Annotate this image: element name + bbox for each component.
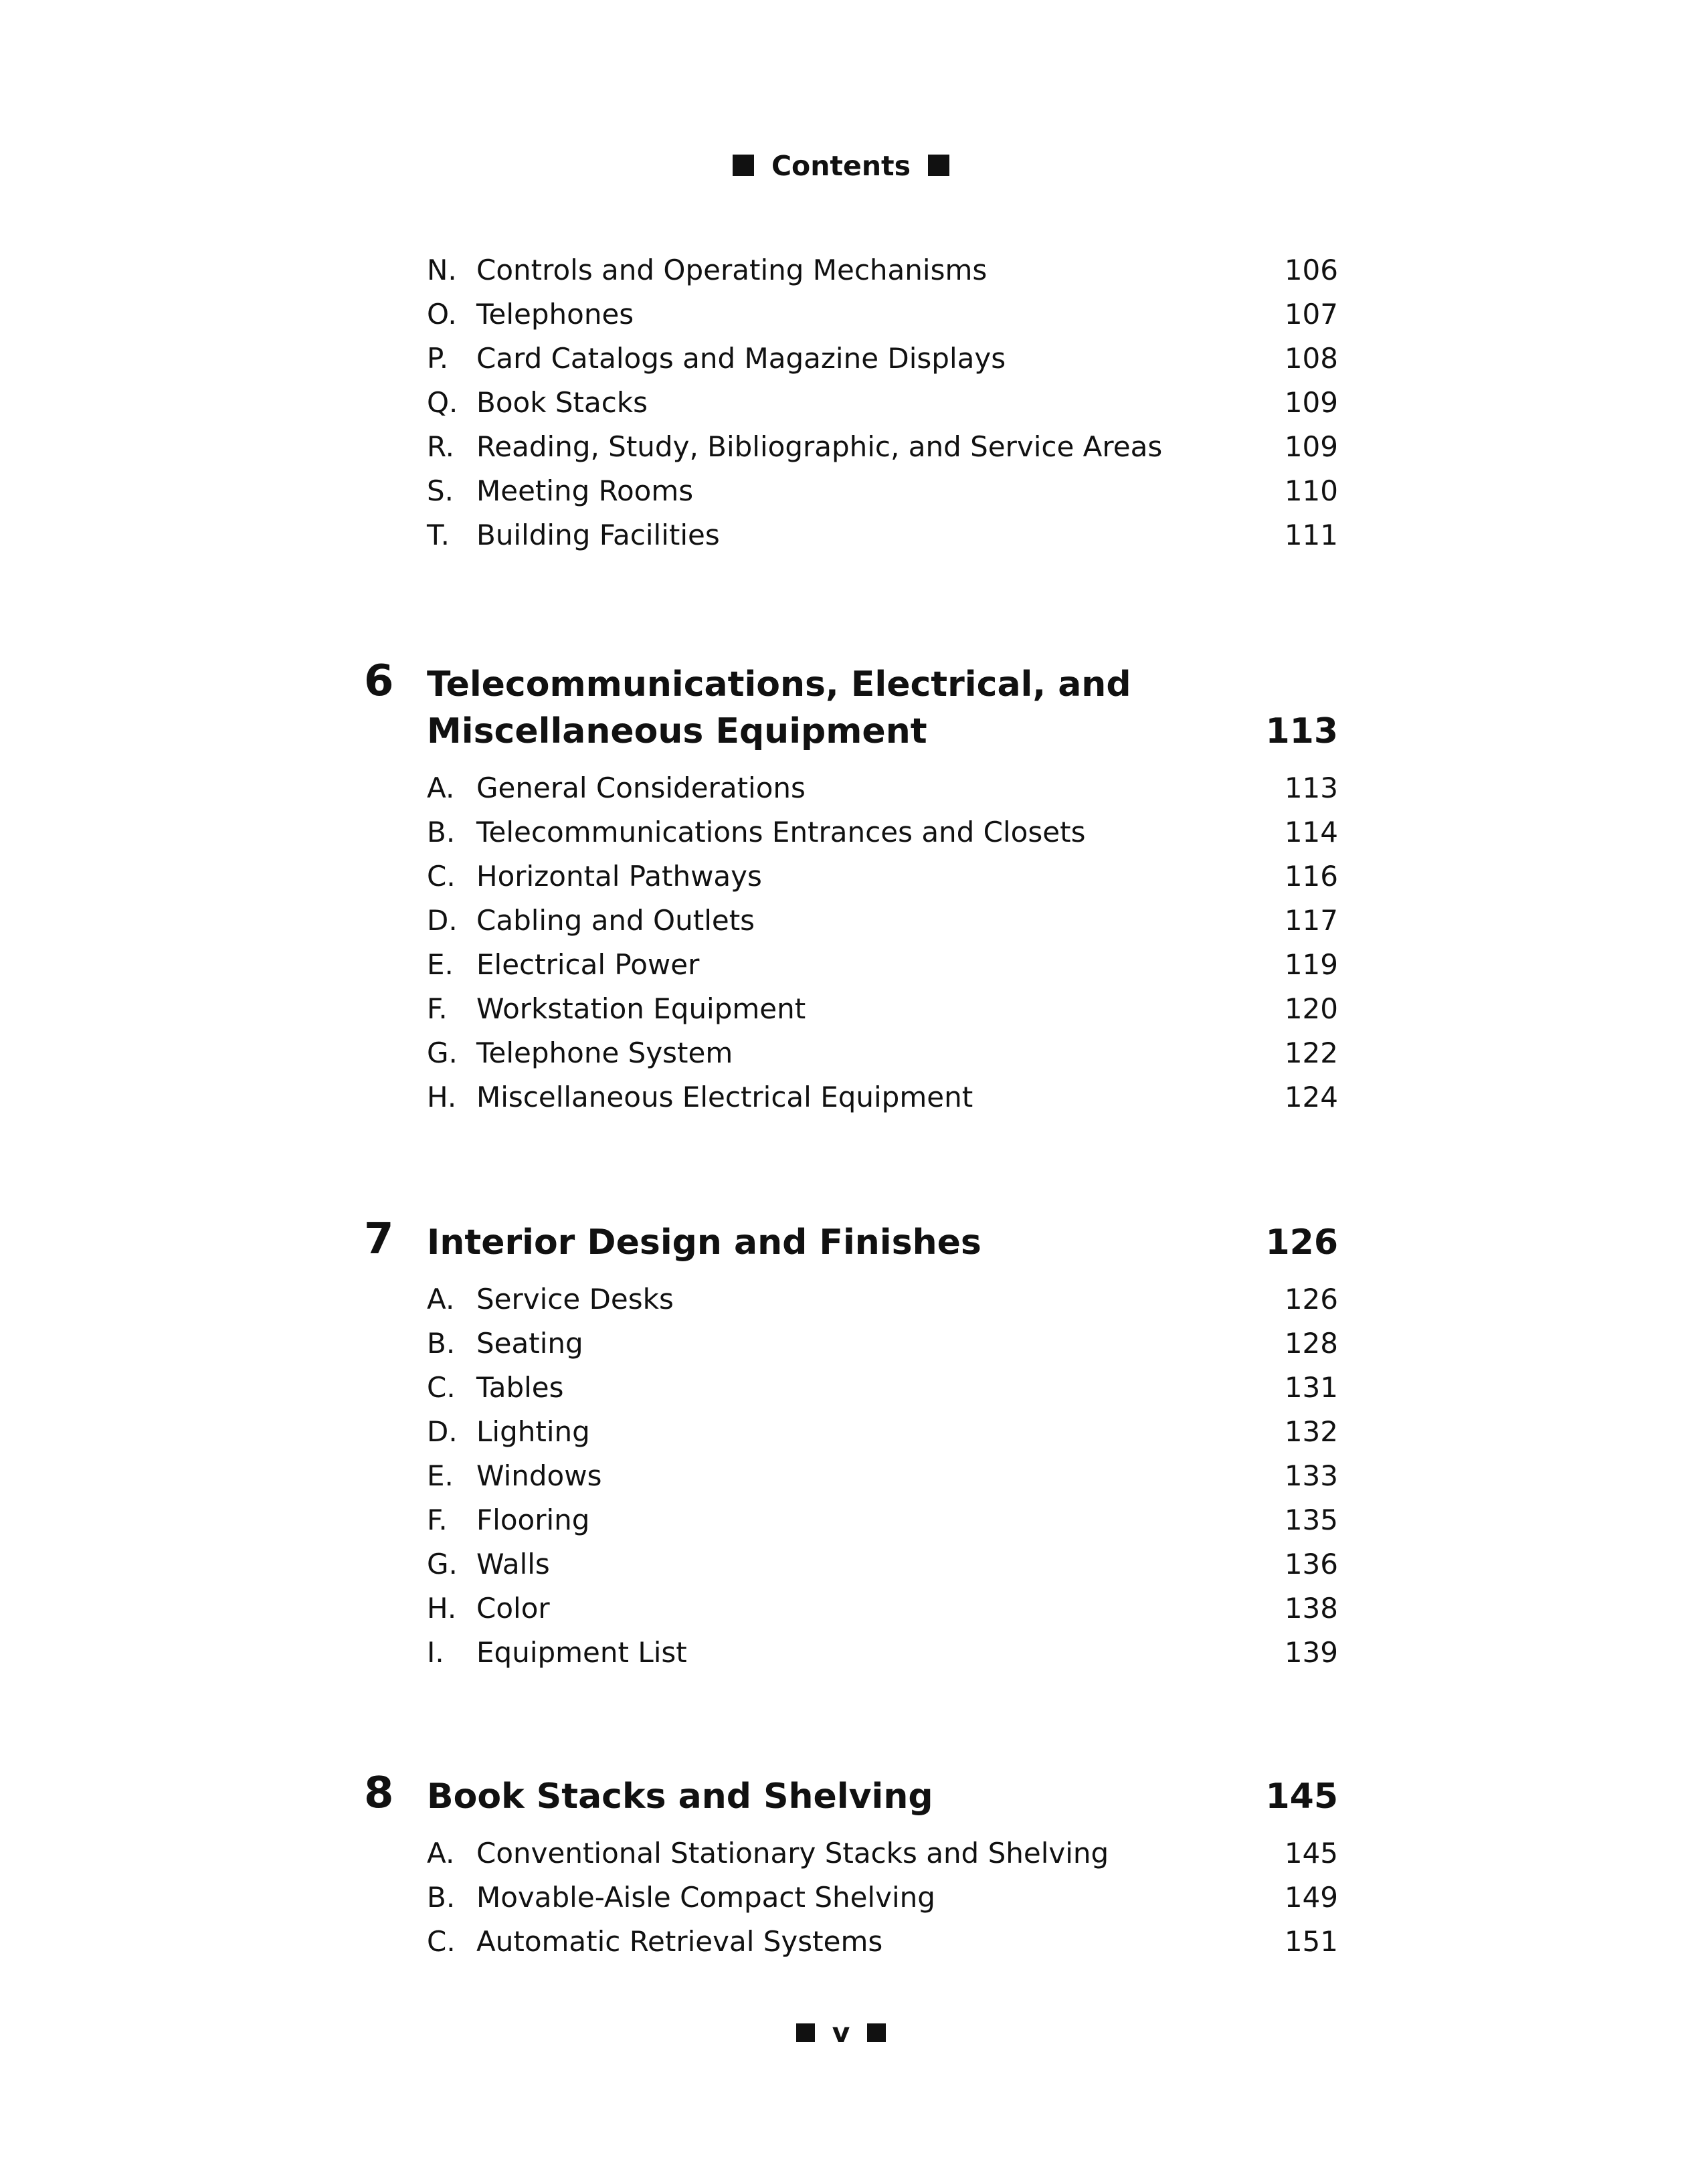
entry-page: 117 (1284, 904, 1338, 937)
chapter-title: Interior Design and Finishes (427, 1222, 982, 1263)
entry-page: 108 (1284, 342, 1338, 375)
chapter-title: Book Stacks and Shelving (427, 1777, 933, 1817)
toc-entry (0, 945, 1682, 985)
toc-entry (0, 768, 1682, 808)
page-folio (0, 2015, 1682, 2050)
entry-page: 109 (1284, 430, 1338, 463)
square-bullet-icon (867, 2023, 886, 2042)
entry-page: 133 (1284, 1459, 1338, 1492)
entry-letter: D. (427, 904, 458, 937)
entry-page: 107 (1284, 298, 1338, 331)
chapter-page: 126 (1265, 1222, 1338, 1263)
toc-entry (0, 471, 1682, 511)
entry-page: 145 (1284, 1837, 1338, 1870)
entry-title: Automatic Retrieval Systems (476, 1925, 883, 1958)
toc-entry (0, 1500, 1682, 1540)
entry-letter: B. (427, 1327, 456, 1360)
entry-letter: G. (427, 1036, 458, 1069)
entry-title: Telecommunications Entrances and Closets (476, 816, 1086, 848)
entry-letter: P. (427, 342, 449, 375)
entry-title: Horizontal Pathways (476, 860, 762, 893)
entry-title: Meeting Rooms (476, 474, 694, 507)
toc-entry (0, 515, 1682, 555)
entry-page: 106 (1284, 254, 1338, 286)
chapter-number: 8 (364, 1768, 394, 1818)
chapter-page: 145 (1265, 1777, 1338, 1817)
entry-letter: C. (427, 1371, 456, 1404)
toc-entry (0, 1033, 1682, 1073)
toc-entry (0, 989, 1682, 1029)
toc-entry (0, 250, 1682, 290)
entry-letter: A. (427, 1837, 455, 1870)
entry-title: Equipment List (476, 1636, 687, 1669)
entry-page: 111 (1284, 519, 1338, 551)
page-number: v (832, 2017, 850, 2049)
toc-entry (0, 1878, 1682, 1918)
entry-letter: H. (427, 1592, 457, 1625)
entry-page: 136 (1284, 1548, 1338, 1580)
entry-title: Seating (476, 1327, 583, 1360)
entry-letter: O. (427, 298, 457, 331)
entry-letter: H. (427, 1081, 457, 1113)
entry-letter: A. (427, 1283, 455, 1315)
entry-page: 126 (1284, 1283, 1338, 1315)
entry-title: Controls and Operating Mechanisms (476, 254, 988, 286)
entry-title: Walls (476, 1548, 550, 1580)
toc-entry (0, 294, 1682, 335)
chapter-page: 113 (1265, 711, 1338, 751)
toc-entry (0, 1922, 1682, 1962)
square-bullet-icon (928, 155, 949, 176)
entry-letter: Q. (427, 386, 458, 419)
toc-entry (0, 1077, 1682, 1117)
entry-letter: F. (427, 1504, 448, 1536)
entry-letter: R. (427, 430, 455, 463)
entry-page: 139 (1284, 1636, 1338, 1669)
entry-page: 128 (1284, 1327, 1338, 1360)
entry-letter: C. (427, 1925, 456, 1958)
entry-letter: B. (427, 1881, 456, 1914)
square-bullet-icon (796, 2023, 815, 2042)
entry-page: 109 (1284, 386, 1338, 419)
running-header-label: Contents (771, 150, 911, 182)
entry-letter: N. (427, 254, 457, 286)
entry-page: 114 (1284, 816, 1338, 848)
entry-letter: E. (427, 1459, 454, 1492)
entry-title: Service Desks (476, 1283, 674, 1315)
entry-page: 131 (1284, 1371, 1338, 1404)
entry-page: 124 (1284, 1081, 1338, 1113)
toc-entry (0, 901, 1682, 941)
toc-entry (0, 1588, 1682, 1629)
chapter-number: 6 (364, 656, 394, 706)
toc-entry (0, 1324, 1682, 1364)
entry-title: Card Catalogs and Magazine Displays (476, 342, 1006, 375)
toc-entry (0, 1456, 1682, 1496)
entry-page: 132 (1284, 1415, 1338, 1448)
entry-title: General Considerations (476, 771, 806, 804)
entry-title: Reading, Study, Bibliographic, and Service Areas (476, 430, 1163, 463)
entry-title: Tables (476, 1371, 564, 1404)
entry-letter: F. (427, 992, 448, 1025)
entry-title: Telephone System (476, 1036, 733, 1069)
entry-title: Cabling and Outlets (476, 904, 755, 937)
entry-letter: E. (427, 948, 454, 981)
chapter-title-line1: Telecommunications, Electrical, and (427, 664, 1131, 705)
entry-page: 149 (1284, 1881, 1338, 1914)
entry-page: 151 (1284, 1925, 1338, 1958)
toc-entry (0, 383, 1682, 423)
toc-entry (0, 856, 1682, 897)
entry-title: Book Stacks (476, 386, 648, 419)
entry-page: 110 (1284, 474, 1338, 507)
entry-title: Electrical Power (476, 948, 700, 981)
toc-entry (0, 1544, 1682, 1584)
toc-entry (0, 339, 1682, 379)
entry-title: Lighting (476, 1415, 590, 1448)
entry-page: 116 (1284, 860, 1338, 893)
entry-letter: G. (427, 1548, 458, 1580)
toc-entry (0, 427, 1682, 467)
entry-letter: C. (427, 860, 456, 893)
entry-title: Windows (476, 1459, 602, 1492)
entry-letter: T. (427, 519, 450, 551)
entry-title: Building Facilities (476, 519, 720, 551)
entry-page: 135 (1284, 1504, 1338, 1536)
entry-title: Workstation Equipment (476, 992, 806, 1025)
square-bullet-icon (733, 155, 754, 176)
toc-entry (0, 1368, 1682, 1408)
entry-title: Miscellaneous Electrical Equipment (476, 1081, 973, 1113)
toc-entry (0, 1412, 1682, 1452)
entry-page: 120 (1284, 992, 1338, 1025)
toc-entry (0, 1633, 1682, 1673)
entry-page: 113 (1284, 771, 1338, 804)
entry-letter: D. (427, 1415, 458, 1448)
entry-title: Flooring (476, 1504, 590, 1536)
toc-entry (0, 1279, 1682, 1320)
entry-letter: B. (427, 816, 456, 848)
running-header (0, 149, 1682, 183)
entry-title: Color (476, 1592, 550, 1625)
chapter-title-line2: Miscellaneous Equipment (427, 711, 927, 751)
entry-page: 138 (1284, 1592, 1338, 1625)
entry-letter: I. (427, 1636, 444, 1669)
toc-entry (0, 812, 1682, 852)
entry-title: Movable-Aisle Compact Shelving (476, 1881, 935, 1914)
entry-letter: S. (427, 474, 454, 507)
entry-title: Telephones (476, 298, 634, 331)
entry-letter: A. (427, 771, 455, 804)
entry-page: 119 (1284, 948, 1338, 981)
chapter-number: 7 (364, 1214, 394, 1264)
entry-page: 122 (1284, 1036, 1338, 1069)
toc-entry (0, 1833, 1682, 1874)
entry-title: Conventional Stationary Stacks and Shelving (476, 1837, 1109, 1870)
